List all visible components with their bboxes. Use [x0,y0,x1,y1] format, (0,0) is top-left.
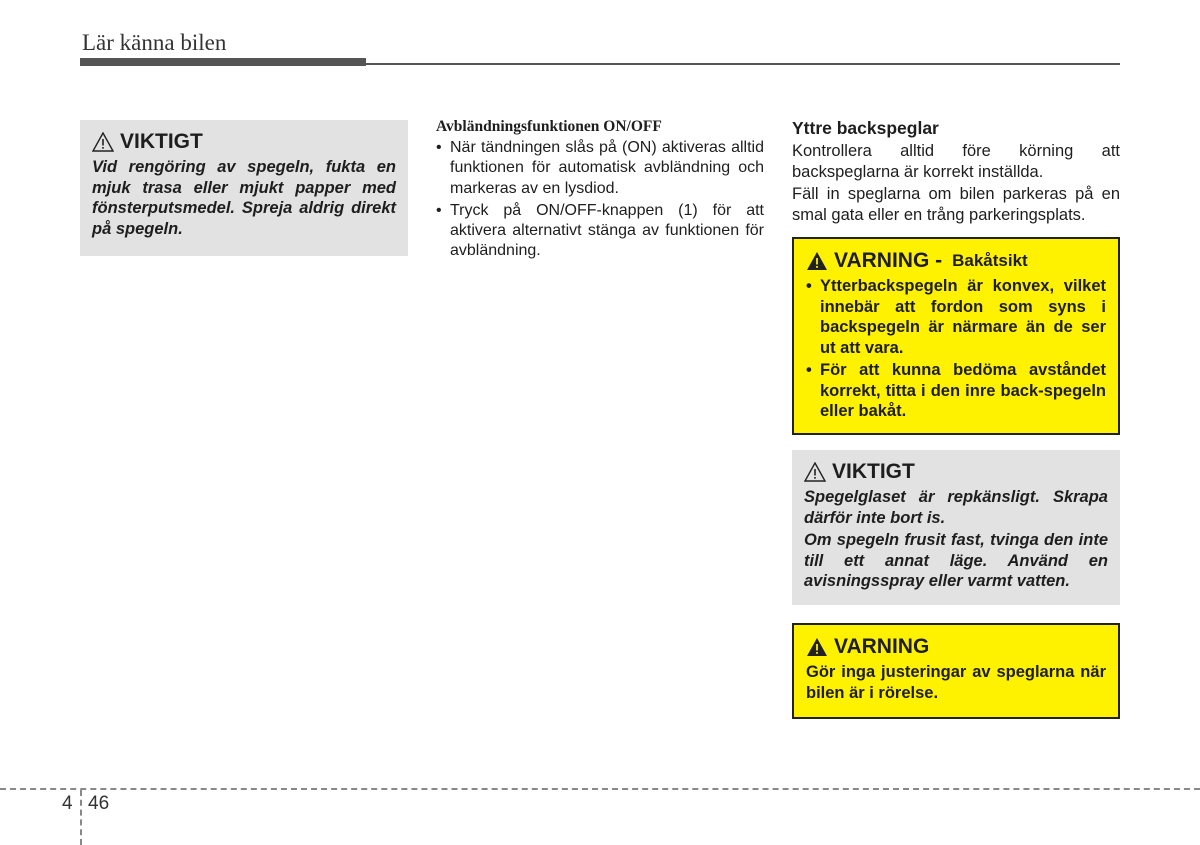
dimming-section [436,118,764,264]
header-bar [80,58,366,66]
warning-icon [806,251,828,271]
chapter-number: 4 [62,793,73,814]
warning-title: VARNING - [834,249,943,272]
notice-title: VIKTIGT [832,460,915,483]
notice-text: Om spegeln frusit fast, tvinga den inte till ett annat läge. Använd en avisningsspray eller varmt vatten. [804,531,1108,590]
notice-box-header [92,130,396,154]
warning-box-header [806,635,1106,659]
list-item: • Tryck på ON/OFF-knappen (1) för att aktivera alternativt stänga av funktionen för avbländning. [436,201,764,262]
warning-box-adjust [792,623,1120,719]
notice-title: VIKTIGT [120,130,203,153]
page-number: 46 [88,793,110,814]
footer-divider [0,788,1200,790]
list-item: • För att kunna bedöma avståndet korrekt, titta i den inre back-spegeln eller bakåt. [806,360,1106,422]
footer-vertical-divider [80,790,82,845]
outer-mirrors-heading: Yttre backspeglar [792,118,939,138]
notice-box-ice [792,450,1120,605]
section-title: Lär känna bilen [82,30,227,55]
list-item: • När tändningen slås på (ON) aktiveras alltid funktionen för automatisk avbländning och markeras av en lysdiod. [436,138,764,199]
warning-icon [806,637,828,657]
outer-mirrors-paragraph: Fäll in speglarna om bilen parkeras på en smal gata eller en trång parkeringsplats. [792,185,1120,224]
dimming-list [436,138,764,262]
warning-box-rearview [792,237,1120,435]
warning-subtitle: Bakåtsikt [952,251,1028,270]
list-item: • Ytterbackspegeln är konvex, vilket innebär att fordon som syns i backspegeln är närmare än de ser ut att vara. [806,276,1106,358]
warning-text: Gör inga justeringar av speglarna när bilen är i rörelse. [806,663,1106,702]
caution-icon [92,132,114,152]
outer-mirrors-paragraph: Kontrollera alltid före körning att backspeglarna är korrekt inställda. [792,142,1120,181]
outer-mirrors-section [792,118,1120,227]
dimming-heading: Avbländningsfunktionen ON/OFF [436,118,662,135]
notice-box-cleaning [80,120,408,256]
warning-title: VARNING [834,635,930,658]
notice-box-header [804,460,1108,484]
notice-text: Spegelglaset är repkänsligt. Skrapa därför inte bort is. [804,488,1108,527]
caution-icon [804,462,826,482]
warning-list [806,276,1106,422]
notice-text: Vid rengöring av spegeln, fukta en mjuk trasa eller mjukt papper med fönsterputsmedel. Spreja aldrig direkt på spegeln. [92,158,396,238]
warning-box-header [806,249,1106,273]
header-rule [366,63,1120,65]
